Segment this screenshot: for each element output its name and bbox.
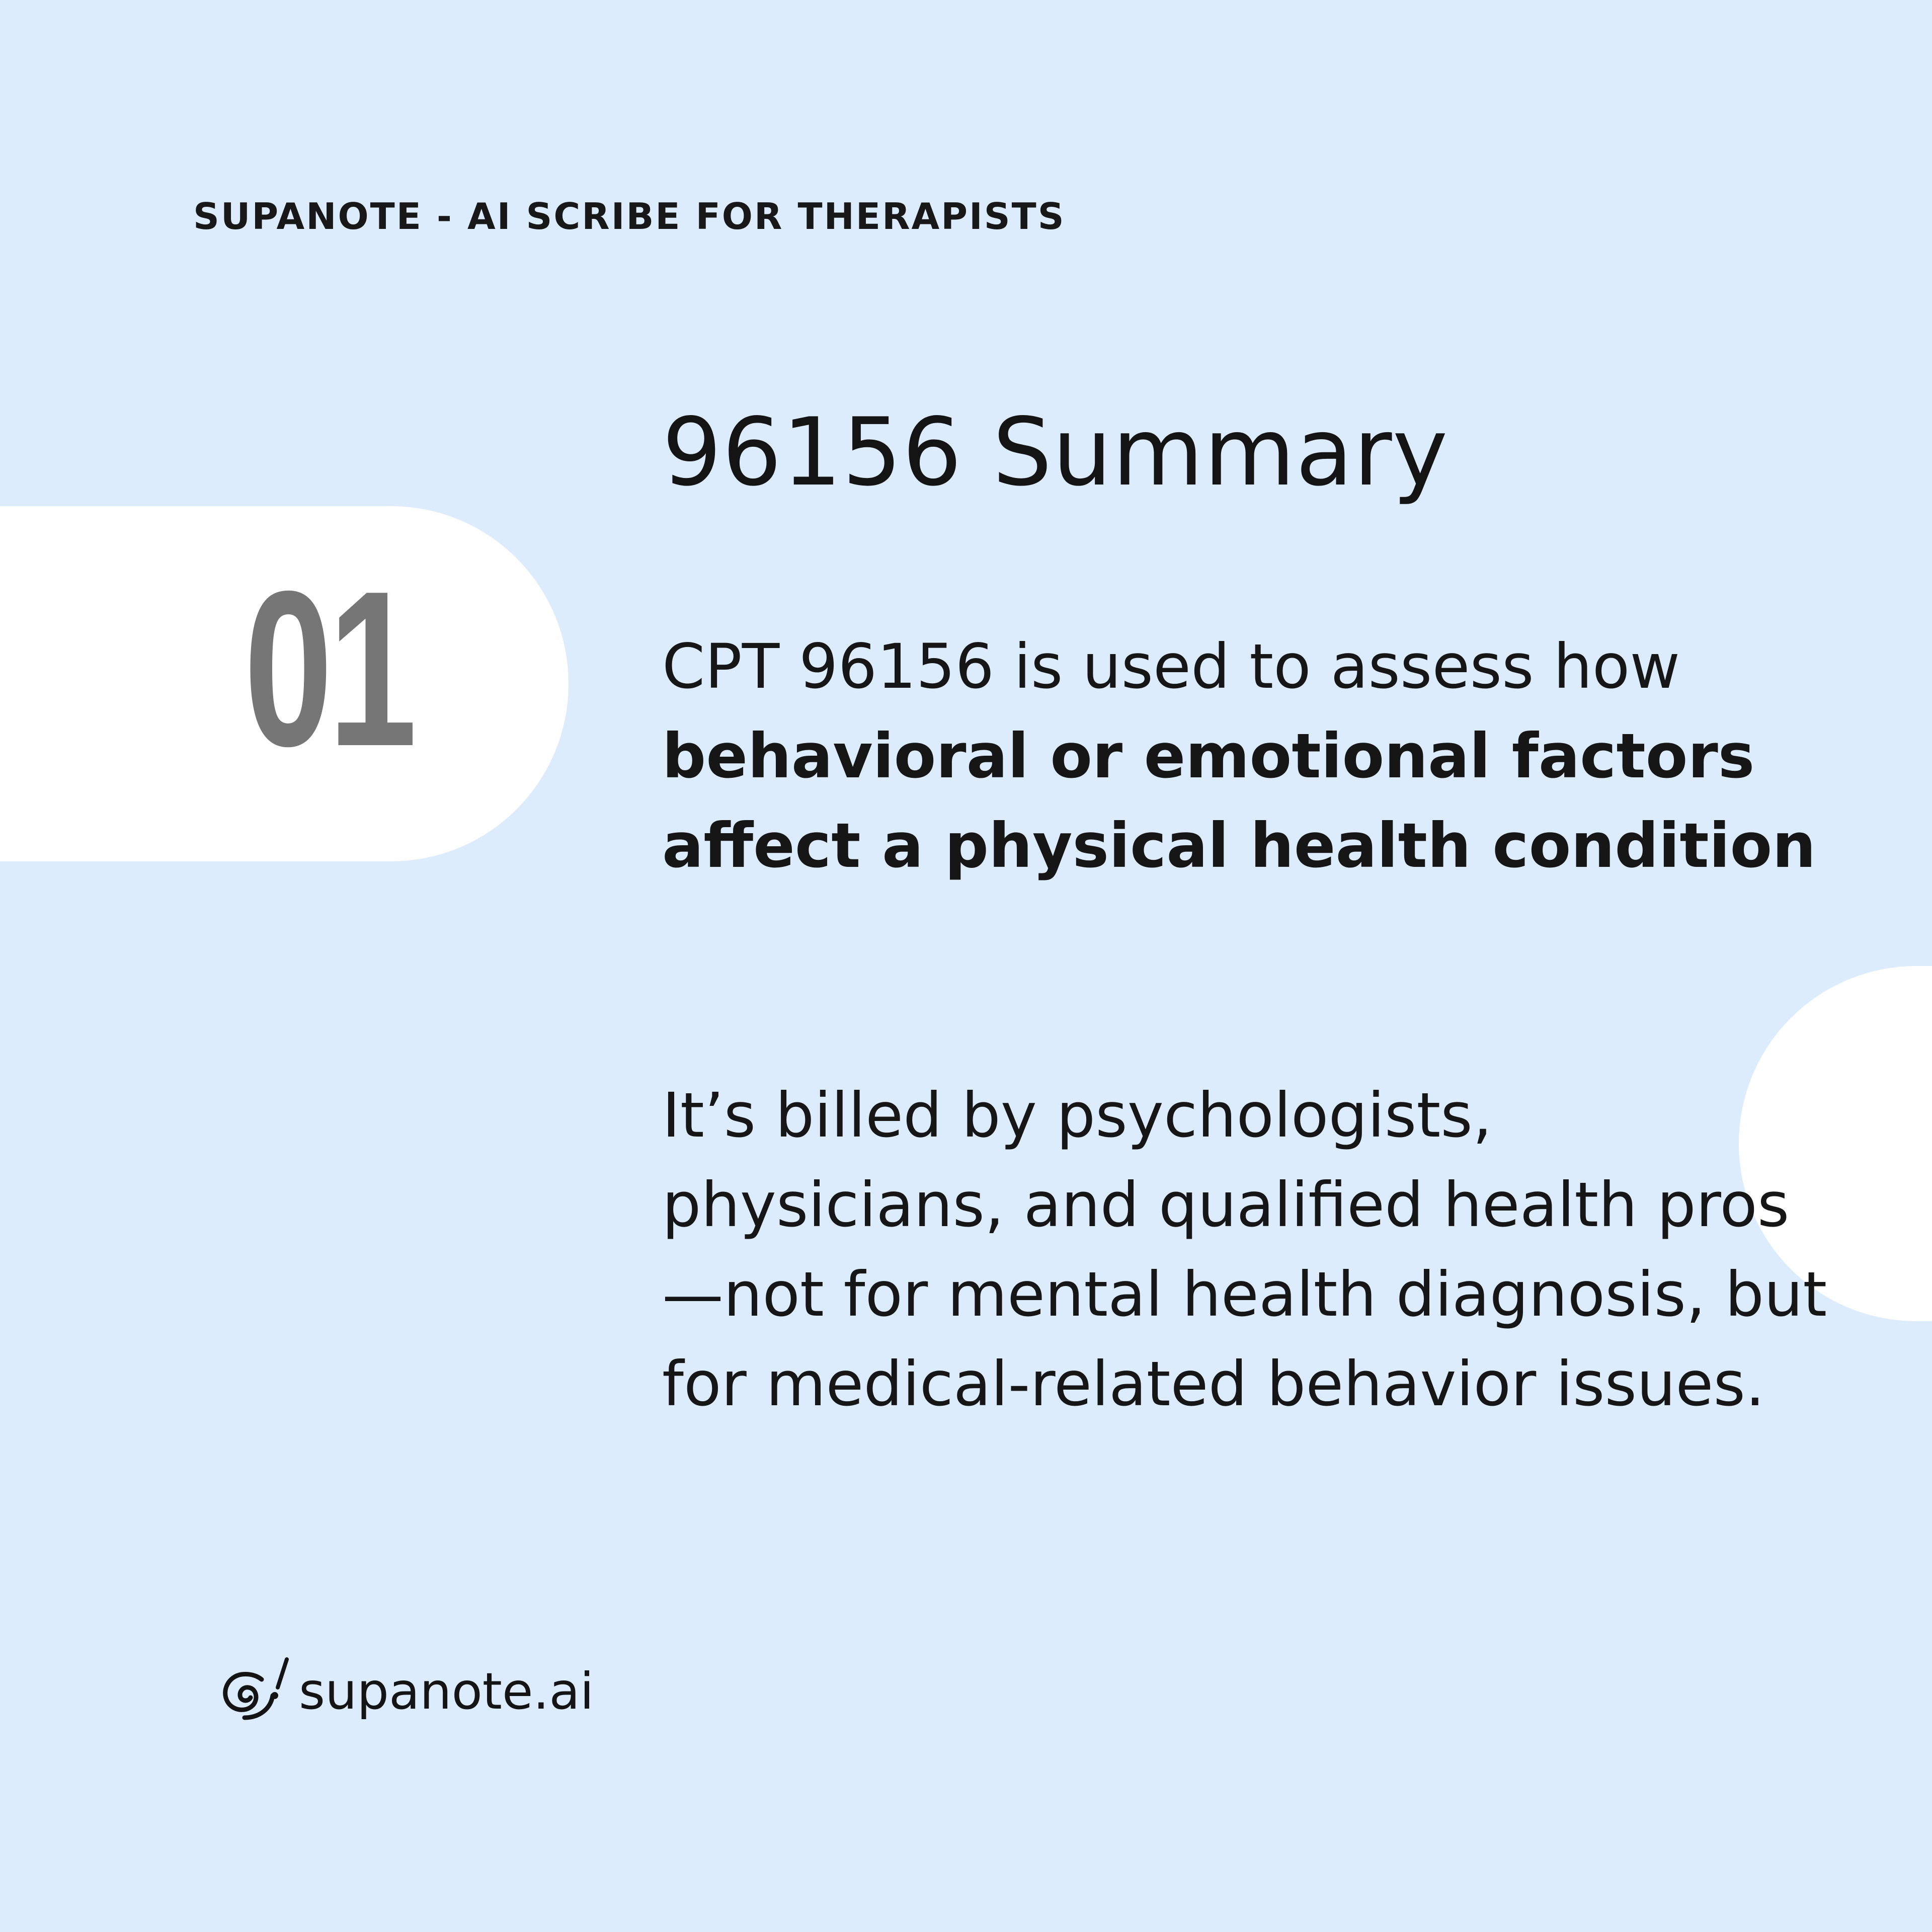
brand-logo: [211, 1653, 594, 1729]
section-title: 96156 Summary: [662, 397, 1448, 507]
step-number: 01: [244, 545, 413, 792]
brand-name: supanote.ai: [299, 1661, 594, 1721]
supanote-swirl-logo-icon: [211, 1653, 292, 1729]
header-label: SUPANOTE - AI SCRIBE FOR THERAPISTS: [193, 195, 1066, 237]
description-emphasis-text: behavioral or emotional factors affect a physical health condition: [662, 720, 1816, 881]
description-paragraph-one: [662, 622, 1839, 891]
description-lead-text: CPT 96156 is used to assess how: [662, 631, 1680, 702]
description-paragraph-two: It’s billed by psychologists, physicians, and qualified health pros—not for mental health diagnosis, but for medical-related behavior issues.: [662, 1080, 1827, 1420]
